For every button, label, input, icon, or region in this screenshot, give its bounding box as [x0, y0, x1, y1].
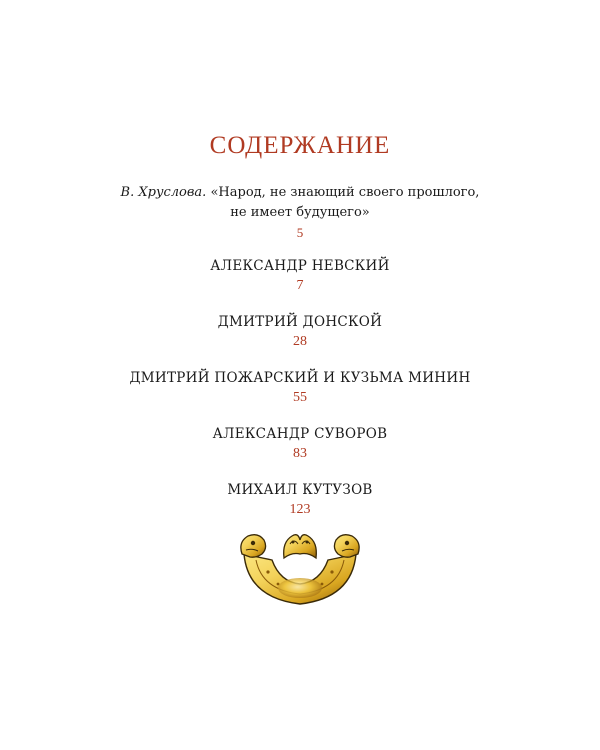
golden-pectoral-ornament-icon: [238, 524, 362, 608]
toc-entry-page-number: 7: [296, 278, 304, 293]
toc-entry-page-number: 28: [293, 334, 307, 349]
toc-entry-title: МИХАИЛ КУТУЗОВ: [227, 482, 373, 498]
page-title: СОДЕРЖАНИЕ: [209, 132, 391, 159]
intro-author: В. Хруслова.: [120, 185, 207, 200]
toc-entry-dmitry-donskoy[interactable]: [0, 313, 600, 351]
toc-entry-alexander-nevsky[interactable]: [0, 257, 600, 295]
toc-entry-title: АЛЕКСАНДР НЕВСКИЙ: [210, 258, 390, 274]
intro-text-line-1: «Народ, не знающий своего прошлого,: [210, 185, 480, 200]
intro-line-1: [0, 183, 600, 203]
toc-entry-title: ДМИТРИЙ ПОЖАРСКИЙ И КУЗЬМА МИНИН: [129, 370, 471, 386]
intro-text-line-2: не имеет будущего»: [230, 205, 370, 220]
toc-entry-mikhail-kutuzov[interactable]: [0, 481, 600, 519]
toc-entry-page-number: 123: [289, 502, 311, 517]
toc-entry-page-number: 83: [293, 446, 307, 461]
toc-entry-page-number: 55: [293, 390, 307, 405]
intro-entry[interactable]: [0, 183, 600, 243]
toc-entry-alexander-suvorov[interactable]: [0, 425, 600, 463]
toc-entry-title: ДМИТРИЙ ДОНСКОЙ: [217, 314, 383, 330]
toc-entry-pozharsky-minin[interactable]: [0, 369, 600, 407]
toc-entry-title: АЛЕКСАНДР СУВОРОВ: [212, 426, 388, 442]
intro-page-number: 5: [296, 225, 304, 240]
